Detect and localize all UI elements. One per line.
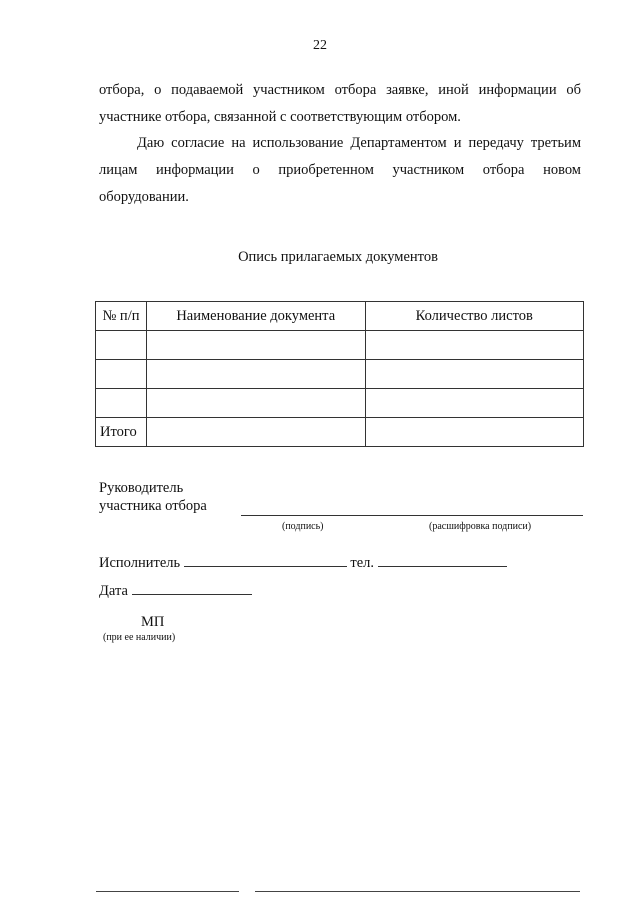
column-header-sheet-count: Количество листов [365,302,584,331]
text-line: участника отбора [99,498,207,514]
signature-caption: (подпись) [282,521,324,532]
total-label: Итого [96,418,147,447]
table-cell[interactable] [96,360,147,389]
table-cell[interactable] [365,389,584,418]
executor-label: Исполнитель [99,555,181,571]
head-of-participant-label [99,479,207,515]
table-cell[interactable] [96,389,147,418]
documents-table [95,301,584,447]
table-cell[interactable] [146,389,365,418]
table-total-row [96,418,584,447]
column-header-number: № п/п [96,302,147,331]
column-header-document-name: Наименование документа [146,302,365,331]
text-line: оборудовании. [99,189,189,205]
text-line: участнике отбора, связанной с соответствующим отбором. [99,109,461,125]
table-cell[interactable] [146,331,365,360]
text-line: лицам информации о приобретенном участником отбора новом [99,162,581,178]
text-line: отбора, о подаваемой участником отбора заявке, иной информации об [99,82,581,98]
text-line: Руководитель [99,480,184,496]
bottom-divider [96,891,239,892]
signature-line[interactable] [241,515,583,516]
phone-label: тел. [350,555,374,571]
page-number: 22 [313,38,327,53]
table-row [96,360,584,389]
table-cell[interactable] [146,418,365,447]
stamp-label: МП [141,614,165,630]
table-cell[interactable] [96,331,147,360]
table-header-row [96,302,584,331]
stamp-note: (при ее наличии) [103,632,176,643]
table-cell[interactable] [365,360,584,389]
table-row [96,331,584,360]
signature-decode-caption: (расшифровка подписи) [429,521,532,532]
bottom-divider [255,891,580,892]
executor-field[interactable] [184,552,347,567]
paragraph-consent-transfer [99,130,581,211]
table-cell[interactable] [365,418,584,447]
phone-field[interactable] [378,552,507,567]
section-title: Опись прилагаемых документов [238,249,438,265]
text-line: Даю согласие на использование Департаментом и передачу третьим [137,135,581,151]
date-row [99,580,252,600]
table-row [96,389,584,418]
table-cell[interactable] [146,360,365,389]
executor-row [99,552,507,572]
date-label: Дата [99,583,128,599]
paragraph-consent-info [99,77,581,131]
date-field[interactable] [132,580,252,595]
table-cell[interactable] [365,331,584,360]
